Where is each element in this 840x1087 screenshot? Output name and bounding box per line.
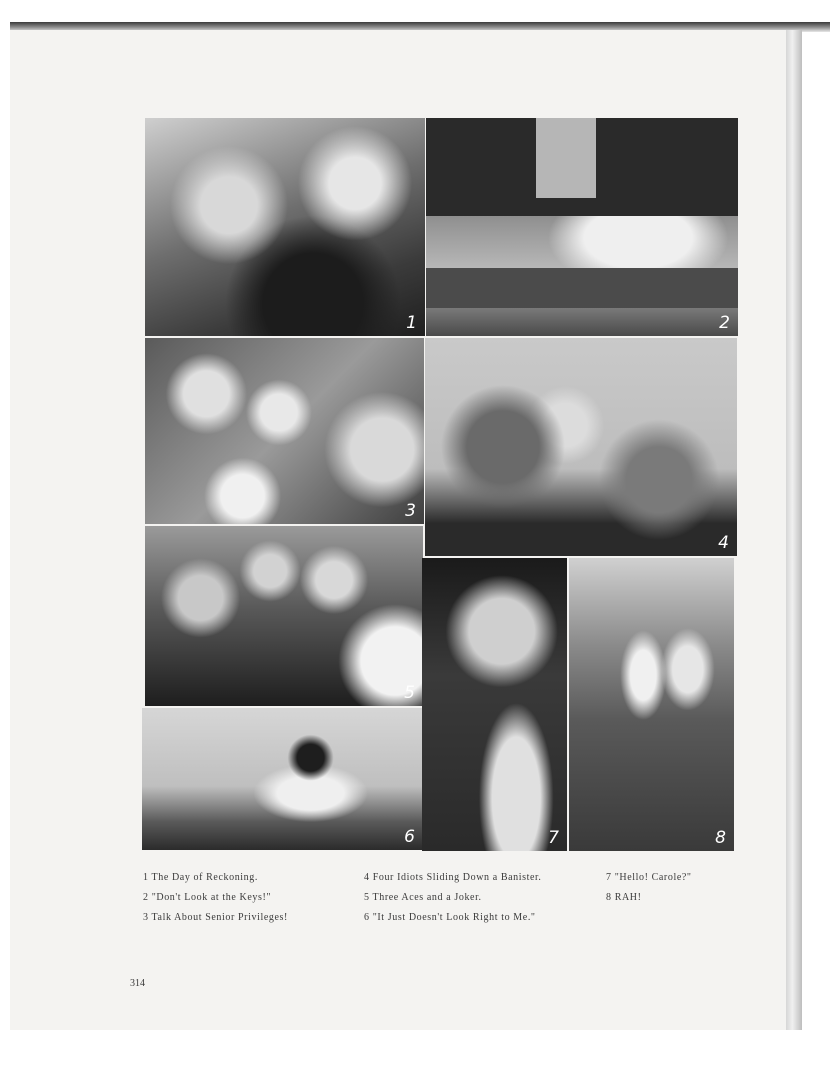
caption-1: 1 The Day of Reckoning. — [143, 872, 258, 883]
photo-7 — [422, 558, 567, 851]
caption-7: 7 "Hello! Carole?" — [606, 872, 692, 883]
photo-number: 6 — [404, 827, 415, 847]
caption-8: 8 RAH! — [606, 892, 642, 903]
photo-3 — [145, 338, 424, 524]
photo-6 — [142, 708, 423, 850]
photo-number: 5 — [404, 683, 415, 703]
caption-column-2 — [364, 872, 542, 932]
photo-number: 1 — [406, 313, 417, 333]
caption-4: 4 Four Idiots Sliding Down a Banister. — [364, 872, 542, 883]
photo-number: 4 — [718, 533, 729, 553]
photo-2 — [426, 118, 738, 336]
photo-1 — [145, 118, 425, 336]
caption-6: 6 "It Just Doesn't Look Right to Me." — [364, 912, 536, 923]
photo-8 — [569, 558, 734, 851]
photo-number: 7 — [548, 828, 559, 848]
caption-5: 5 Three Aces and a Joker. — [364, 892, 482, 903]
photo-number: 2 — [719, 313, 730, 333]
page-edge — [786, 30, 802, 1030]
photo-number: 3 — [405, 501, 416, 521]
desk — [426, 268, 738, 308]
caption-column-1 — [143, 872, 288, 932]
caption-3: 3 Talk About Senior Privileges! — [143, 912, 288, 923]
window — [536, 118, 596, 198]
photo-5 — [145, 526, 423, 706]
photo-4 — [425, 338, 737, 556]
page-number: 314 — [130, 978, 145, 989]
photo-number: 8 — [715, 828, 726, 848]
caption-column-3 — [606, 872, 692, 912]
caption-2: 2 "Don't Look at the Keys!" — [143, 892, 272, 903]
